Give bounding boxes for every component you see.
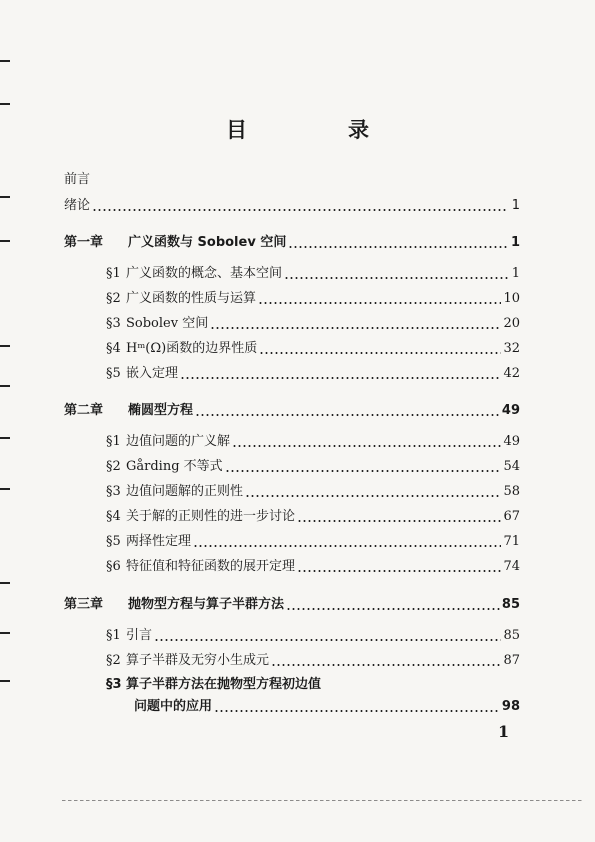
section-number: §2: [106, 459, 121, 474]
chapter-number: 第一章: [64, 235, 104, 250]
dot-leader: [297, 520, 501, 522]
chapter-number: 第三章: [64, 597, 104, 612]
section-number: §5: [106, 366, 121, 381]
section-title-continuation: 问题中的应用: [134, 699, 213, 714]
toc-section-2-3[interactable]: [106, 482, 520, 502]
section-number: §1: [106, 628, 121, 643]
section-page: 67: [503, 509, 520, 524]
section-title: 特征值和特征函数的展开定理: [126, 559, 296, 574]
page-number: 1: [498, 722, 510, 741]
section-page: 98: [501, 699, 520, 714]
toc-section-3-2[interactable]: [106, 651, 520, 671]
margin-mark: [0, 60, 10, 62]
chapter-page: 85: [501, 597, 520, 612]
section-number: §4: [106, 509, 121, 524]
margin-mark: [0, 345, 10, 347]
dot-leader: [297, 570, 501, 572]
toc-section-2-2[interactable]: [106, 457, 520, 477]
dot-leader: [92, 209, 508, 211]
dot-leader: [154, 639, 501, 641]
margin-mark: [0, 196, 10, 198]
margin-mark: [0, 437, 10, 439]
section-page: 85: [503, 628, 520, 643]
section-title: 关于解的正则性的进一步讨论: [126, 509, 296, 524]
chapter-title: 广义函数与 Sobolev 空间: [128, 235, 287, 250]
chapter-title: 抛物型方程与算子半群方法: [128, 597, 285, 612]
section-number: §2: [106, 291, 121, 306]
dot-leader: [214, 710, 500, 712]
section-title: 算子半群及无穷小生成元: [126, 653, 270, 668]
section-page: 71: [503, 534, 520, 549]
toc-section-1-2[interactable]: [106, 289, 520, 309]
section-page: 20: [503, 316, 520, 331]
dot-leader: [258, 302, 501, 304]
chapter-page: 1: [510, 235, 520, 250]
dot-leader: [286, 608, 500, 610]
toc-chapter-3[interactable]: [64, 595, 520, 615]
chapter-page: 49: [501, 403, 520, 418]
section-page: 74: [503, 559, 520, 574]
dot-leader: [225, 470, 502, 472]
dot-leader: [245, 495, 501, 497]
toc-entry-page: 1: [511, 198, 520, 213]
section-page: 49: [503, 434, 520, 449]
section-title: Hᵐ(Ω)函数的边界性质: [126, 341, 258, 356]
dot-leader: [271, 664, 501, 666]
section-title: Sobolev 空间: [126, 316, 209, 331]
section-page: 58: [503, 484, 520, 499]
section-title: 边值问题的广义解: [126, 434, 231, 449]
dot-leader: [193, 545, 501, 547]
section-title: 引言: [126, 628, 153, 643]
dot-leader: [284, 277, 508, 279]
toc-section-1-4[interactable]: [106, 339, 520, 359]
toc-section-3-3[interactable]: [106, 675, 520, 695]
toc-section-2-4[interactable]: [106, 507, 520, 527]
dot-leader: [180, 377, 501, 379]
section-number: §6: [106, 559, 121, 574]
section-number: §1: [106, 266, 121, 281]
margin-mark: [0, 632, 10, 634]
section-title: 嵌入定理: [126, 366, 179, 381]
section-page: 1: [511, 266, 520, 281]
dot-leader: [232, 445, 501, 447]
chapter-number: 第二章: [64, 403, 104, 418]
section-number: §1: [106, 434, 121, 449]
chapter-title: 椭圆型方程: [128, 403, 194, 418]
bottom-rule: [62, 800, 582, 801]
toc-section-2-5[interactable]: [106, 532, 520, 552]
section-number: §3: [106, 316, 121, 331]
margin-mark: [0, 680, 10, 682]
section-number: §3: [106, 484, 121, 499]
margin-mark: [0, 385, 10, 387]
section-page: 42: [503, 366, 520, 381]
section-number: §5: [106, 534, 121, 549]
section-page: 10: [503, 291, 520, 306]
margin-mark: [0, 240, 10, 242]
toc-chapter-2[interactable]: [64, 401, 520, 421]
margin-mark: [0, 488, 10, 490]
section-page: 87: [503, 653, 520, 668]
section-number: §3: [106, 677, 122, 692]
toc-section-2-1[interactable]: [106, 432, 520, 452]
section-number: §2: [106, 653, 121, 668]
section-page: 32: [503, 341, 520, 356]
section-number: §4: [106, 341, 121, 356]
section-title: 两择性定理: [126, 534, 192, 549]
section-title: 广义函数的性质与运算: [126, 291, 257, 306]
dot-leader: [288, 246, 508, 248]
margin-mark: [0, 103, 10, 105]
section-page: 54: [503, 459, 520, 474]
toc-entry-introduction[interactable]: [64, 196, 520, 216]
margin-mark: [0, 582, 10, 584]
toc-section-3-1[interactable]: [106, 626, 520, 646]
toc-entry-label: 绪论: [64, 198, 91, 213]
toc-entry-preface[interactable]: [64, 170, 520, 190]
toc-entry-label: 前言: [64, 172, 91, 187]
toc-section-1-1[interactable]: [106, 264, 520, 284]
toc-section-1-3[interactable]: [106, 314, 520, 334]
section-title: 广义函数的概念、基本空间: [126, 266, 283, 281]
page-title: 目 录: [226, 118, 409, 142]
toc-section-1-5[interactable]: [106, 364, 520, 384]
section-title: 边值问题解的正则性: [126, 484, 244, 499]
toc-chapter-1[interactable]: [64, 233, 520, 253]
section-title: 算子半群方法在抛物型方程初边值: [126, 677, 322, 692]
dot-leader: [259, 352, 501, 354]
section-title: Gårding 不等式: [126, 459, 223, 474]
toc-section-2-6[interactable]: [106, 557, 520, 577]
toc-section-3-3-continuation[interactable]: [134, 697, 520, 717]
dot-leader: [210, 327, 501, 329]
dot-leader: [195, 414, 500, 416]
